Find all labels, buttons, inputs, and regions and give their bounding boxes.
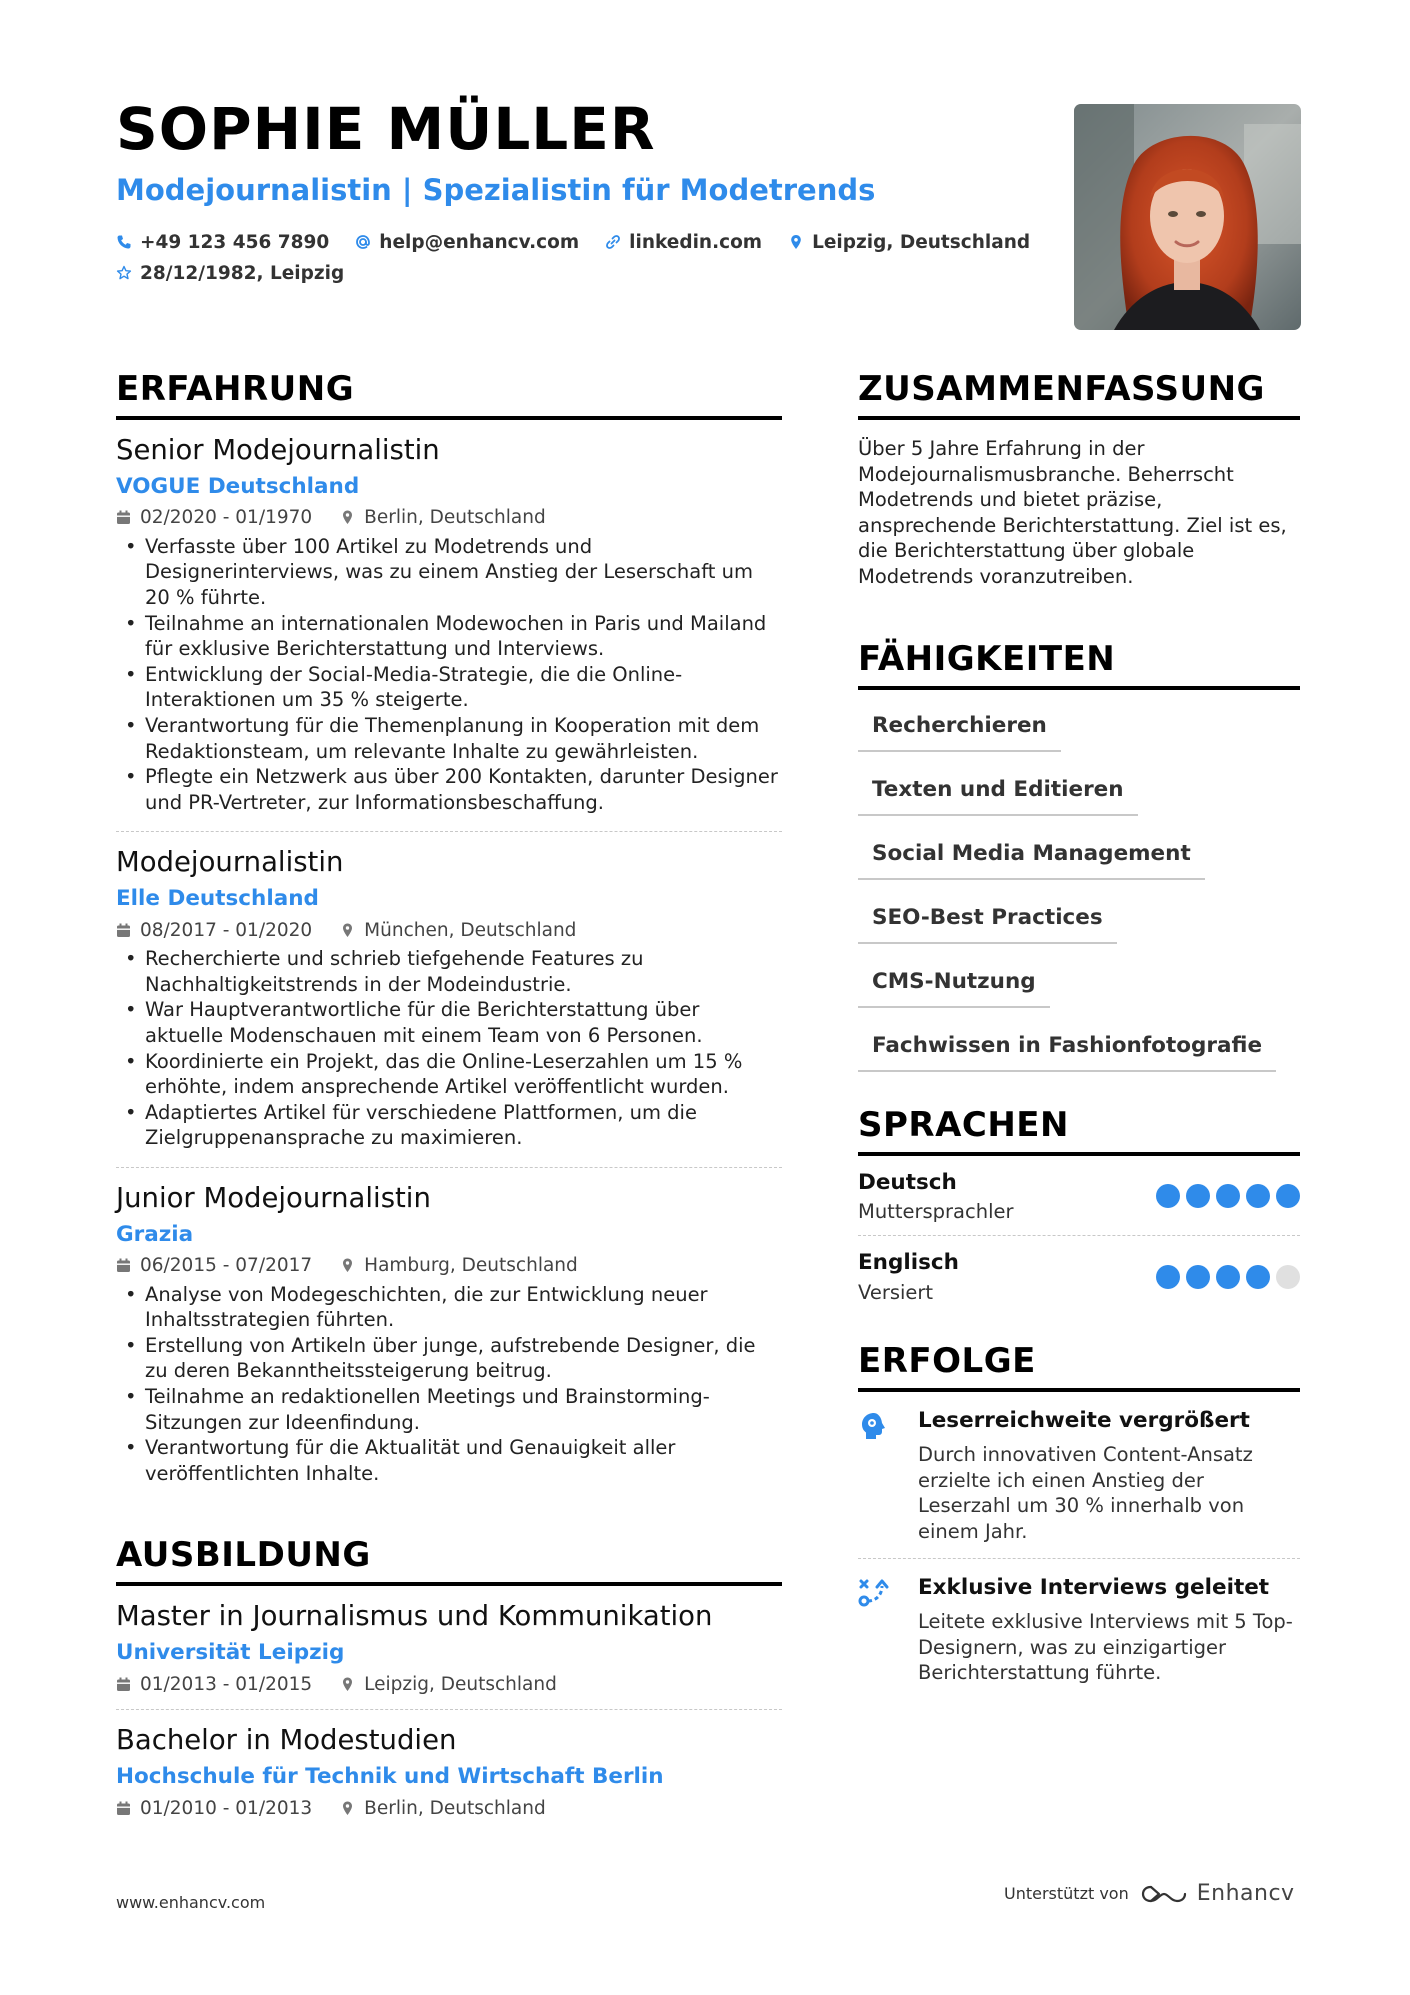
enhancv-logo-icon [1141, 1882, 1187, 1906]
location-pin-icon [340, 510, 355, 525]
summary-heading: ZUSAMMENFASSUNG [858, 372, 1300, 420]
job-meta [116, 919, 782, 941]
rating-dot-filled [1246, 1184, 1270, 1208]
calendar-icon [116, 923, 131, 938]
job-bullet: • Koordinierte ein Projekt, das die Online-Leserzahlen um 15 % erhöhte, indem ansprechende Artikel veröffentlicht wurden. [116, 1049, 782, 1100]
at-icon [355, 234, 371, 250]
phone-contact [116, 232, 329, 253]
job-bullet: • Verantwortung für die Aktualität und Genauigkeit aller veröffentlichten Inhalte. [116, 1435, 782, 1486]
job-bullet: • Analyse von Modegeschichten, die zur Entwicklung neuer Inhaltsstrategien führten. [116, 1282, 782, 1333]
job-bullet: • Verfasste über 100 Artikel zu Modetrends und Designerinterviews, was zu einem Anstieg der Leserschaft um 20 % führte. [116, 534, 782, 611]
job-dates: 06/2015 - 07/2017 [140, 1255, 313, 1277]
school-name: Universität Leipzig [116, 1640, 345, 1666]
education-heading: AUSBILDUNG [116, 1538, 782, 1586]
profile-photo [1074, 104, 1301, 330]
job-bullet: • War Hauptverantwortliche für die Berichterstattung über aktuelle Modenschauen mit einem Team von 6 Personen. [116, 997, 782, 1048]
linkedin-contact[interactable] [605, 232, 762, 253]
job-company: VOGUE Deutschland [116, 474, 360, 499]
linkedin-text: linkedin.com [629, 231, 763, 253]
location-contact [788, 232, 1030, 253]
achievements-heading: ERFOLGE [858, 1344, 1300, 1392]
rating-dot-filled [1216, 1184, 1240, 1208]
location-text: Leipzig, Deutschland [812, 231, 1031, 253]
language-rating [1150, 1184, 1300, 1208]
job-bullets [116, 1282, 782, 1487]
skill-tag: Social Media Management [858, 832, 1205, 880]
calendar-icon [116, 510, 131, 525]
job-location: München, Deutschland [364, 919, 577, 941]
rating-dot-filled [1156, 1265, 1180, 1289]
language-level: Versiert [858, 1281, 934, 1305]
achievement-text: Durch innovativen Content-Ansatz erzielte ich einen Anstieg der Leserzahl um 30 % innerhalb von einem Jahr. [918, 1442, 1253, 1543]
job-company: Grazia [116, 1221, 194, 1247]
footer-branding [1004, 1881, 1295, 1906]
contact-info [116, 229, 1031, 291]
job-bullet: • Adaptiertes Artikel für verschiedene Plattformen, um die Zielgruppenansprache zu maximieren. [116, 1100, 782, 1151]
achievement-text: Leitete exklusive Interviews mit 5 Top-Designern, was zu einzigartiger Berichterstattung führte. [918, 1610, 1293, 1685]
footer-website[interactable]: www.enhancv.com [116, 1893, 266, 1912]
languages-heading: SPRACHEN [858, 1108, 1300, 1156]
left-column [116, 369, 782, 1833]
education-dates: 01/2010 - 01/2013 [140, 1797, 313, 1819]
education-dates: 01/2013 - 01/2015 [140, 1673, 313, 1695]
email-contact[interactable] [355, 232, 579, 253]
job-bullets [116, 534, 782, 816]
experience-item [116, 420, 782, 832]
email-text: help@enhancv.com [379, 231, 580, 253]
school-name: Hochschule für Technik und Wirtschaft Berlin [116, 1764, 664, 1790]
education-item [116, 1586, 782, 1710]
job-bullet: • Recherchierte und schrieb tiefgehende Features zu Nachhaltigkeitstrends in der Modeindustrie. [116, 946, 782, 997]
location-pin-icon [340, 1677, 355, 1692]
powered-by-text: Unterstützt von [1004, 1884, 1129, 1903]
job-title: Junior Modejournalistin [116, 1181, 431, 1214]
head-icon [858, 1410, 890, 1442]
job-dates: 02/2020 - 01/1970 [140, 507, 313, 529]
strategy-icon [858, 1577, 892, 1609]
language-rating [1150, 1265, 1300, 1289]
portrait-image [1074, 104, 1301, 330]
star-icon [116, 265, 132, 281]
language-name: Deutsch [858, 1169, 957, 1195]
job-bullet: • Teilnahme an redaktionellen Meetings und Brainstorming-Sitzungen zur Ideenfindung. [116, 1384, 782, 1435]
job-bullet: • Pflegte ein Netzwerk aus über 200 Kontakten, darunter Designer und PR-Vertreter, zur Informationsbeschaffung. [116, 764, 782, 815]
location-pin-icon [340, 1258, 355, 1273]
rating-dot-empty [1276, 1265, 1300, 1289]
calendar-icon [116, 1801, 131, 1816]
candidate-name: SOPHIE MÜLLER [116, 95, 656, 163]
language-name: Englisch [858, 1250, 959, 1276]
summary-text: Über 5 Jahre Erfahrung in der Modejournalismusbranche. Beherrscht Modetrends und bietet präzise, ansprechende Berichterstattung. Ziel ist es, die Berichterstattung über globale Modetrends voranzutreiben. [858, 437, 1287, 588]
job-bullet: • Erstellung von Artikeln über junge, aufstrebende Designer, die zu deren Bekanntheitssteigerung beitrug. [116, 1333, 782, 1384]
rating-dot-filled [1246, 1265, 1270, 1289]
achievement-item [858, 1559, 1300, 1700]
job-title: Senior Modejournalistin [116, 434, 440, 466]
job-title: Modejournalistin [116, 846, 344, 879]
calendar-icon [116, 1677, 131, 1692]
skill-tag: CMS-Nutzung [858, 960, 1050, 1008]
skill-tag: Texten und Editieren [858, 768, 1138, 816]
job-meta [116, 507, 782, 529]
job-location: Berlin, Deutschland [364, 507, 546, 529]
rating-dot-filled [1186, 1184, 1210, 1208]
education-location: Berlin, Deutschland [364, 1797, 546, 1819]
skill-tag: Fachwissen in Fashionfotografie [858, 1024, 1276, 1072]
skills-heading: FÄHIGKEITEN [858, 642, 1300, 690]
candidate-headline: Modejournalistin | Spezialistin für Modetrends [116, 173, 876, 207]
job-company: Elle Deutschland [116, 886, 319, 912]
job-bullet: • Teilnahme an internationalen Modewochen in Paris und Mailand für exklusive Berichterstattung und Interviews. [116, 611, 782, 662]
rating-dot-filled [1276, 1184, 1300, 1208]
achievement-title: Exklusive Interviews geleitet [918, 1575, 1270, 1601]
experience-item [116, 832, 782, 1168]
achievement-item [858, 1392, 1300, 1559]
education-item [116, 1710, 782, 1833]
location-pin-icon [340, 1801, 355, 1816]
rating-dot-filled [1216, 1265, 1240, 1289]
skill-tag: Recherchieren [858, 704, 1061, 752]
calendar-icon [116, 1258, 131, 1273]
job-bullets [116, 946, 782, 1151]
job-bullet: • Verantwortung für die Themenplanung in Kooperation mit dem Redaktionsteam, um relevante Inhalte zu gewährleisten. [116, 713, 782, 764]
language-item [858, 1156, 1300, 1237]
education-meta [116, 1797, 782, 1819]
education-meta [116, 1673, 782, 1695]
skill-tag: SEO-Best Practices [858, 896, 1117, 944]
education-location: Leipzig, Deutschland [364, 1673, 557, 1695]
link-icon [605, 234, 621, 250]
phone-text: +49 123 456 7890 [140, 231, 330, 253]
location-pin-icon [340, 923, 355, 938]
experience-item [116, 1168, 782, 1503]
rating-dot-filled [1156, 1184, 1180, 1208]
job-bullet: • Entwicklung der Social-Media-Strategie, die die Online-Interaktionen um 35 % steigerte. [116, 662, 782, 713]
skills-list [858, 704, 1300, 1072]
degree-title: Master in Journalismus und Kommunikation [116, 1600, 713, 1633]
birth-text: 28/12/1982, Leipzig [140, 262, 345, 284]
degree-title: Bachelor in Modestudien [116, 1724, 457, 1757]
achievement-title: Leserreichweite vergrößert [918, 1408, 1250, 1434]
birth-contact [116, 263, 344, 284]
job-location: Hamburg, Deutschland [364, 1255, 578, 1277]
language-level: Muttersprachler [858, 1200, 1014, 1224]
language-item [858, 1236, 1300, 1316]
right-column [858, 369, 1300, 1700]
rating-dot-filled [1186, 1265, 1210, 1289]
location-pin-icon [788, 234, 804, 250]
experience-heading: ERFAHRUNG [116, 372, 782, 420]
job-meta [116, 1255, 782, 1277]
brand-name: Enhancv [1196, 1881, 1295, 1906]
phone-icon [116, 234, 132, 250]
job-dates: 08/2017 - 01/2020 [140, 919, 313, 941]
